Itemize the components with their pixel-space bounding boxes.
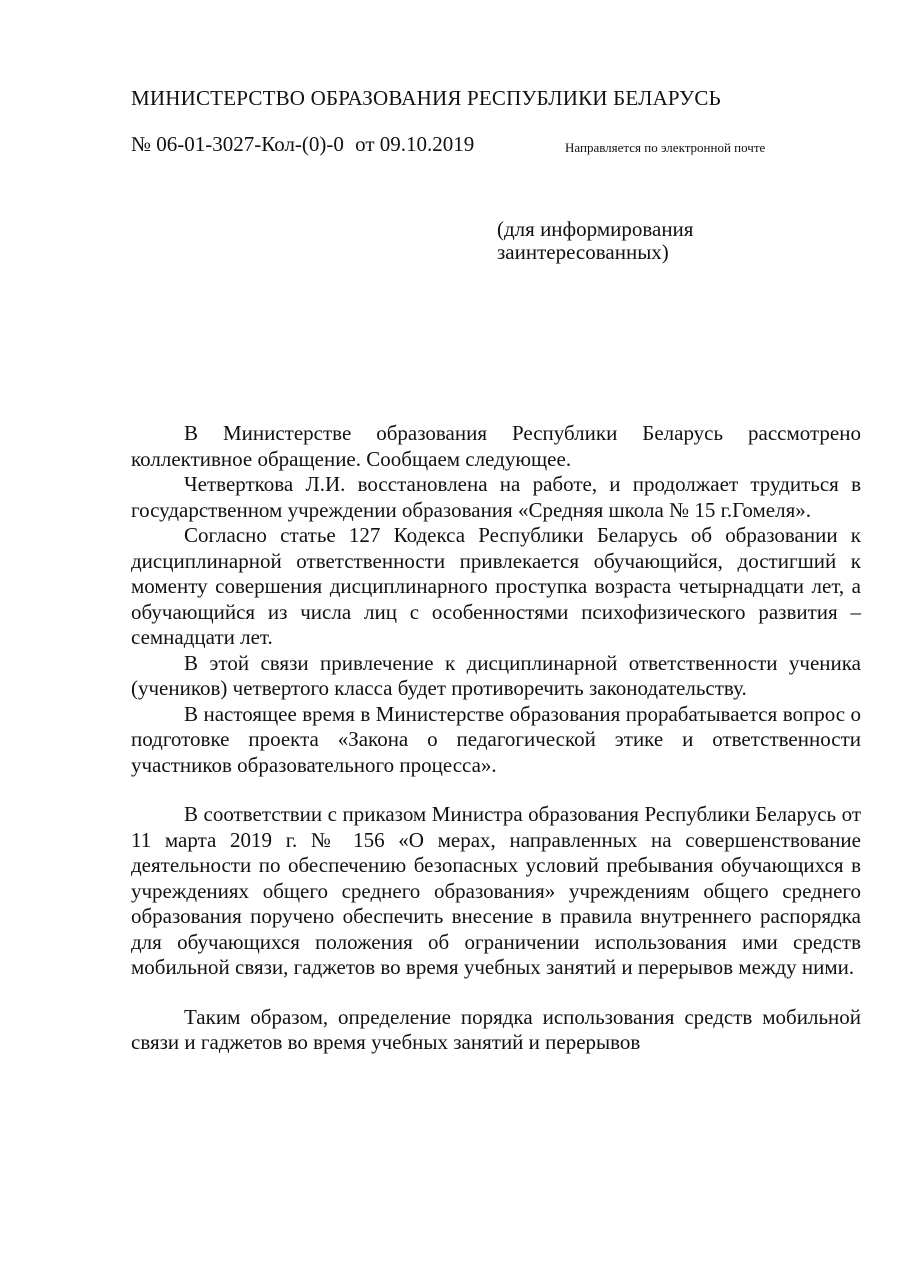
paragraph-2: Четверткова Л.И. восстановлена на работе, и продолжает трудиться в государственном учреждении образования «Средняя школа № 15 г.Гомеля».	[131, 472, 861, 522]
paragraph-6: В соответствии с приказом Министра образования Республики Беларусь от 11 марта 2019 г. № 156 «О мерах, направленных на совершенствование деятельности по обеспечению безопасных условий пребывания обучающихся в учреждениях общего среднего образования» учреждениям общего среднего образования поручено обеспечить внесение в правила внутреннего распорядка для обучающихся положения об ограничении использования ими средств мобильной связи, гаджетов во время учебных занятий и перерывов между ними.	[131, 802, 861, 979]
paragraph-4: В этой связи привлечение к дисциплинарной ответственности ученика (учеников) четвертого класса будет противоречить законодательству.	[131, 650, 861, 700]
paragraph-spacer	[131, 778, 861, 802]
recipient-block	[497, 218, 693, 264]
paragraph-5: В настоящее время в Министерстве образования прорабатывается вопрос о подготовке проекта «Закона о педагогической этике и ответственности участников образовательного процесса».	[131, 701, 861, 777]
reference-line	[131, 132, 474, 157]
paragraph-7: Таким образом, определение порядка использования средств мобильной связи и гаджетов во время учебных занятий и перерывов	[131, 1004, 861, 1054]
ministry-heading: МИНИСТЕРСТВО ОБРАЗОВАНИЯ РЕСПУБЛИКИ БЕЛАРУСЬ	[131, 86, 721, 110]
reference-number: № 06-01-3027-Кол-(0)-0	[131, 132, 344, 156]
paragraph-1: В Министерстве образования Республики Беларусь рассмотрено коллективное обращение. Сообщаем следующее.	[131, 421, 861, 471]
recipient-line-2: заинтересованных)	[497, 240, 669, 264]
recipient-line-1: (для информирования	[497, 217, 694, 241]
letter-body	[131, 421, 861, 1056]
reference-date: от 09.10.2019	[355, 132, 475, 156]
delivery-note: Направляется по электронной почте	[565, 140, 766, 155]
paragraph-spacer	[131, 981, 861, 1005]
paragraph-3: Согласно статье 127 Кодекса Республики Беларусь об образовании к дисциплинарной ответственности привлекается обучающийся, достигший к моменту совершения дисциплинарного проступка возраста четырнадцати лет, а обучающийся из числа лиц с особенностями психофизического развития – семнадцати лет.	[131, 523, 861, 649]
